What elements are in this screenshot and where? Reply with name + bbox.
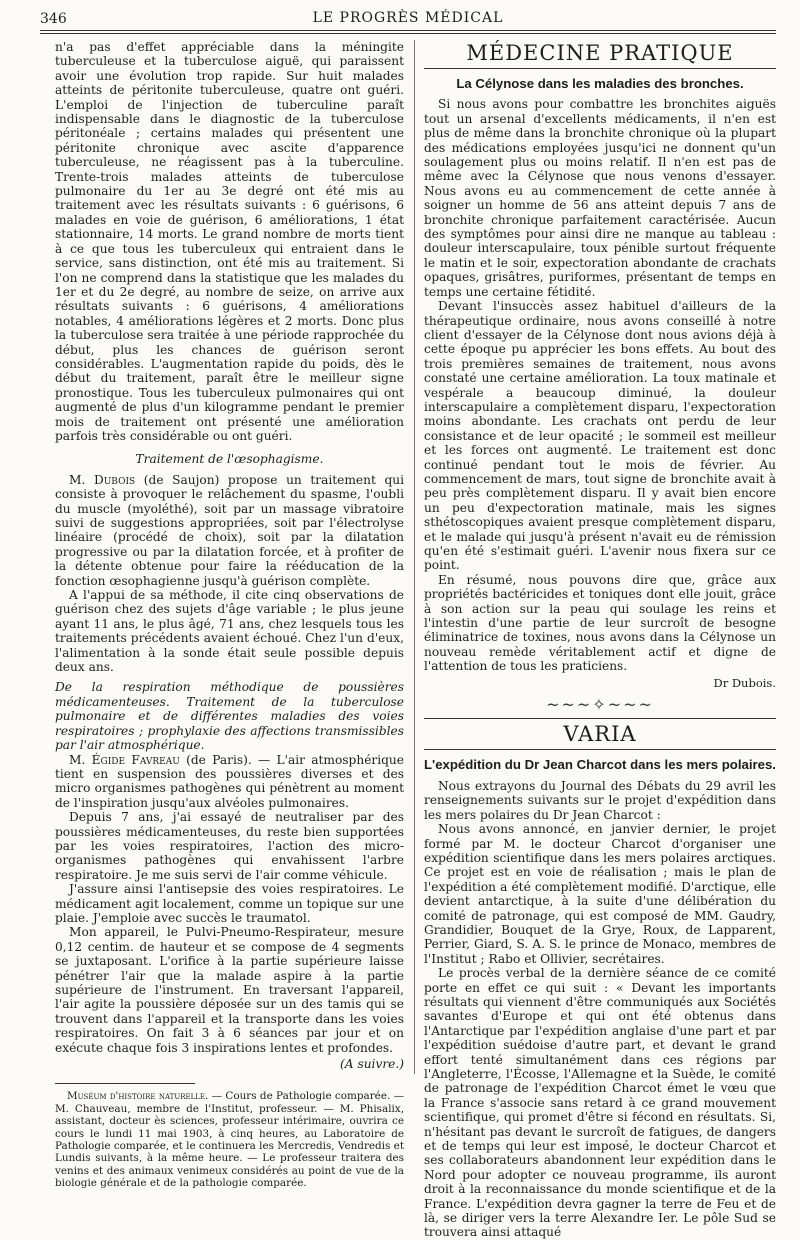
favreau-paragraph xyxy=(55,753,404,811)
section-title-varia: VARIA xyxy=(424,718,776,750)
celynose-signature: Dr Dubois. xyxy=(713,675,776,690)
article-title-celynose: La Célynose dans les maladies des bronches. xyxy=(456,76,744,91)
to-be-continued: (A suivre.) xyxy=(340,1057,404,1072)
celynose-paragraph-1: Si nous avons pour combattre les bronchites aiguës tout un arsenal d'excellents médicaments, il n'en est plus de même dans la bronchite chronique où la plupart des médications employées jusqu'ici ne donnent qu'un soulagement plus ou moins relatif. Il n'en est pas de même avec la Célynose que nous venons d'essayer. Nous avons eu au commencement de cette année à soigner un homme de 56 ans atteint depuis 7 ans de bronchite chronique parfaitement caractérisée. Aucun des symptômes pour ainsi dire ne manque au tableau : douleur interscapulaire, toux pénible surtout fréquente le matin et le soir, expectoration abondante de crachats opaques, grisâtres, puriformes, présentant de temps en temps une certaine fétidité. xyxy=(424,97,776,299)
footnote-rule xyxy=(55,1083,195,1084)
right-column xyxy=(424,40,776,1240)
favreau-text: (de Paris). — L'air atmosphérique tient en suspension des poussières diverses et des micro organismes pathogènes qui pénètrent au moment de l'inspiration jusqu'aux alvéoles pulmonaires. xyxy=(55,752,404,810)
charcot-paragraph-2: Nous avons annoncé, en janvier dernier, le projet formé par M. le docteur Charcot d'organiser une expédition scientifique dans les mers polaires arctiques. Ce projet est en voie de réalisation ; mais le plan de l'expédition a été complètement modifié. D'arctique, elle devient antarctique, à la suite d'une délibération du comité de patronage, qui est composé de MM. Gaudry, Grandidier, Bouquet de la Grye, Roux, de Lapparent, Perrier, Giard, S. A. S. le prince de Monaco, membres de l'Institut ; Rabo et Ollivier, secrétaires. xyxy=(424,822,776,966)
section-title-medecine: MÉDECINE PRATIQUE xyxy=(424,40,776,69)
charcot-paragraph-1: Nous extrayons du Journal des Débats du 29 avril les renseignements suivants sur le projet d'expédition dans les mers polaires du Dr Jean Charcot : xyxy=(424,778,776,822)
respiration-heading: De la respiration méthodique de poussières médicamenteuses. Traitement de la tuberculose pulmonaire et de différentes maladies des voies respiratoires ; prophylaxie des affections transmissibles par l'air atmosphérique. xyxy=(55,680,404,753)
favreau-paragraph-3: J'assure ainsi l'antisepsie des voies respiratoires. Le médicament agit localement, comme un topique sur une plaie. J'emploie avec succès le traumatol. xyxy=(55,882,404,925)
oesophagism-subtitle: Traitement de l'œsophagisme. xyxy=(135,452,324,467)
journal-title: LE PROGRÈS MÉDICAL xyxy=(312,10,504,26)
page-header xyxy=(40,8,776,30)
article-title-charcot: L'expédition du Dr Jean Charcot dans les mers polaires. xyxy=(424,757,776,773)
author-dubois: M. Dubois xyxy=(69,472,136,487)
footnote-body: — Cours de Pathologie comparée. — M. Chauveau, membre de l'Institut, professeur. — M. Phisalix, assistant, docteur ès sciences, professeur intérimaire, ouvrira ce cours le lundi 11 mai 1903, à cinq heures, au Laboratoire de Pathologie comparée, et le continuera les Mercredis, Vendredis et Lundis suivants, à la même heure. — Le professeur traitera des venins et des animaux venimeux considérés au point de vue de la biologie générale et de la pathologie comparée. xyxy=(55,1090,404,1190)
left-column xyxy=(55,40,404,1190)
header-rule xyxy=(40,30,776,31)
favreau-paragraph-2: Depuis 7 ans, j'ai essayé de neutraliser par des poussières médicamenteuses, du reste bien supportées par les voies respiratoires, l'action des micro-organismes pathogènes qui envahissent l'arbre respiratoire. Je me suis servi de l'air comme véhicule. xyxy=(55,810,404,882)
celynose-paragraph-2: Devant l'insuccès assez habituel d'ailleurs de la thérapeutique ordinaire, nous avons conseillé à notre client d'essayer de la Célynose dont nous avions déjà à cette époque pu apprécier les bons effets. Au bout des trois premières semaines de traitement, nous avons constaté une certaine amélioration. La toux matinale et vespérale a beaucoup diminué, la douleur interscapulaire a complètement disparu, l'expectoration moins abondante. Les crachats ont perdu de leur consistance et de leur opacité ; le sommeil est meilleur et les forces ont augmenté. Le traitement est donc continué pendant tout le mois de février. Au commencement de mars, tout signe de bronchite avait à peu près complètement disparu. Il y avait bien encore un peu d'expectoration matinale, mais les signes sthétoscopiques avaient presque complètement disparu, et le malade qui jusqu'à présent n'avait eu de rémission qu'en été s'estimait guéri. L'avenir nous fixera sur ce point. xyxy=(424,299,776,573)
section-ornament: ~~~✧~~~ xyxy=(546,695,654,715)
charcot-paragraph-3: Le procès verbal de la dernière séance de ce comité porte en effet ce qui suit : « Devant les importants résultats qui viennent d'être communiqués aux Sociétés savantes d'Europe et qui ont été obtenus dans l'Antarctique par l'expédition anglaise d'une part et par l'expédition suédoise d'autre part, et devant le grand effort tenté simultanément dans ces régions par l'Angleterre, l'Écosse, l'Allemagne et la Suède, le comité de patronage de l'expédition Charcot émet le vœu que la France s'associe sans retard à ce grand mouvement scientifique, qui promet d'être si fécond en résultats. Si, n'hésitant pas devant le surcroît de fatigues, de dangers et de temps qui leur est imposé, le docteur Charcot et ses collaborateurs abandonnent leur expédition dans le Nord pour adopter ce nouveau programme, ils auront droit à la reconnaissance du monde scientifique et de la France. L'expédition devra gagner la terre de Feu et de là, se diriger vers la terre Alexandre Ier. Le pôle Sud se trouvera ainsi attaqué xyxy=(424,966,776,1240)
museum-footnote xyxy=(55,1090,404,1189)
author-favreau: M. Égide Favreau xyxy=(69,752,180,767)
column-divider xyxy=(414,40,415,1074)
dubois-observations-paragraph: A l'appui de sa méthode, il cite cinq observations de guérison chez des sujets d'âge variable ; le plus jeune ayant 11 ans, le plus âgé, 71 ans, chez lesquels tous les traitements précédents avaient échoué. Chez l'un d'eux, l'alimentation à la sonde était seule possible depuis deux ans. xyxy=(55,588,404,675)
tuberculin-paragraph: n'a pas d'effet appréciable dans la méningite tuberculeuse et la tuberculose aiguë, qui paraissent avoir une évolution trop rapide. Sur huit malades atteints de péritonite tuberculeuse, quatre ont guéri. L'emploi de l'injection de tuberculine paraît indispensable dans le diagnostic de la tuberculose péritonéale ; certains malades qui présentent une péritonite chronique avec ascite d'apparence tuberculeuse, ne réagissent pas à la tuberculine. Trente-trois malades atteints de tuberculose pulmonaire du 1er au 3e degré ont été mis au traitement avec les résultats suivants : 6 guérisons, 6 malades en voie de guérison, 6 améliorations, 1 état stationnaire, 14 morts. Le grand nombre de morts tient à ce que tous les tuberculeux qui entraient dans le service, sans distinction, ont été mis au traitement. Si l'on ne comprend dans la statistique que les malades du 1er et du 2e degré, au nombre de seize, on arrive aux résultats suivants : 6 guérisons, 4 améliorations notables, 4 améliorations légères et 2 morts. Donc plus la tuberculose sera traitée à une période rapprochée du début, plus les chances de guérison seront considérables. L'augmentation rapide du poids, dès le début du traitement, paraît être le meilleur signe pronostique. Tous les tuberculeux pulmonaires qui ont augmenté de plus d'un kilogramme pendant le premier mois de traitement ont présenté une amélioration parfois très considérable ou ont guéri. xyxy=(55,40,404,443)
dubois-text: (de Saujon) propose un traitement qui consiste à provoquer le relâchement du spasme, l'oubli du muscle (myoléthé), soit par un massage vibratoire suivi de suggestions appropriées, soit par l'électrolyse linéaire (procédé de choix), soit par la dilatation progressive ou par la dilatation forcée, et à profiter de la détente obtenue pour faire la rééducation de la fonction œsophagienne jusqu'à guérison complète. xyxy=(55,472,405,588)
page-number: 346 xyxy=(40,11,67,27)
header-rule-double xyxy=(40,33,776,34)
favreau-paragraph-4: Mon appareil, le Pulvi-Pneumo-Respirateur, mesure 0,12 centim. de hauteur et se compose de 4 segments se juxtaposant. L'orifice à la partie supérieure laisse pénétrer l'air que la malade aspire à la partie supérieure de l'instrument. En traversant l'appareil, l'air agite la poussière déposée sur un des tamis qui se trouvent dans l'appareil et la transporte dans les voies respiratoires. On fait 3 à 6 séances par jour et on exécute chaque fois 3 inspirations lentes et profondes. xyxy=(55,925,404,1055)
dubois-paragraph xyxy=(55,473,404,588)
celynose-paragraph-3: En résumé, nous pouvons dire que, grâce aux propriétés bactéricides et toniques dont elle jouit, grâce à son action sur la peau qui soulage les reins et l'intestin d'une partie de leur surcroît de besogne éliminatrice de toxines, nous avons dans la Célynose un nouveau remède véritablement actif et digne de l'attention de tous les praticiens. xyxy=(424,572,776,674)
footnote-lead: Muséum d'histoire naturelle. xyxy=(67,1090,209,1103)
